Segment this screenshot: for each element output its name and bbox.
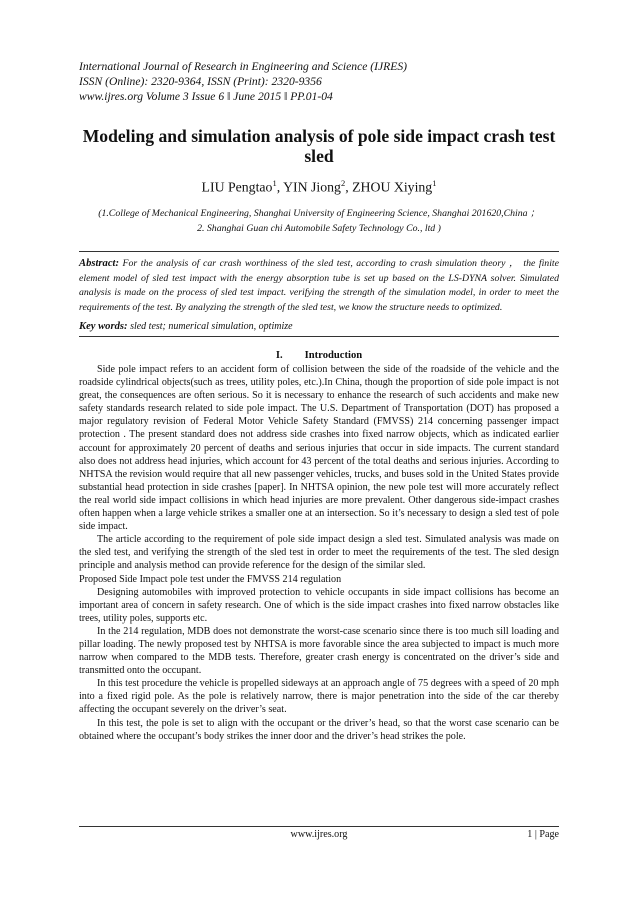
section-heading [79, 349, 559, 362]
abstract [79, 257, 559, 315]
subheading: Proposed Side Impact pole test under the FMVSS 214 regulation [79, 573, 342, 585]
keywords-text: sled test; numerical simulation, optimize [130, 321, 293, 332]
paper-title-line-2: sled [304, 146, 334, 166]
paragraph: The article according to the requirement of pole side impact design a sled test. Simulated analysis was made on the sled test, and verifying the strength of the sled test in order to meet the requirements of the test. The sled design principle and analysis method can provide reference for the design of the similar sled. [79, 534, 559, 572]
footer-rule [79, 826, 559, 827]
paper-title-line-1: Modeling and simulation analysis of pole side impact crash test [82, 126, 556, 146]
keywords-label: Key words: [79, 321, 128, 332]
affiliation-line-2: 2. Shanghai Guan chi Automobile Safety Technology Co., ltd ) [197, 223, 441, 234]
author-affiliation-mark: 2 [340, 178, 346, 188]
journal-volume: www.ijres.org Volume 3 Issue 6 ǁ June 2015 ǁ PP.01-04 [79, 90, 333, 103]
author-name: LIU Pengtao [201, 179, 273, 195]
journal-header [79, 59, 559, 104]
author-separator: , [276, 179, 284, 195]
journal-issn: ISSN (Online): 2320-9364, ISSN (Print): 2320-9356 [79, 75, 322, 88]
author-affiliation-mark: 1 [432, 178, 437, 188]
paragraph: In this test, the pole is set to align with the occupant or the driver’s head, so that the worst case scenario can be obtained where the occupant’s body strikes the inner door and the driver’s head strikes the pole. [79, 717, 559, 742]
paper-title [60, 126, 578, 166]
paragraph: Side pole impact refers to an accident form of collision between the side of the roadside of the vehicle and the roadside cylindrical objects(such as trees, utility poles, etc.).In China, though the proportion of side pole impact is not great, the consequences are often serious. So it is necessary to enhance the research of such accidents and make new safety standards research related to side pole impact. The U.S. Department of Transportation (DOT) has proposed a major regulatory revision of Federal Motor Vehicle Safety Standard (FMVSS) 214 concerning passenger impact protection . The present standard does not address side crashes into fixed narrow objects, which as indicated earlier account for approximately 20 percent of deaths and serious injuries that occur in side impacts. The current standard also does not address head injuries, which account for 43 percent of the total deaths and serious injuries. According to NHTSA the revision would require that all new passenger vehicles, trucks, and buses sold in the United States provide substantial head protection in side crashes [paper]. In NHTSA opinion, the new pole test will more accurately reflect the real world side impact collisions in which head injuries are more prevalent. Other dangerous side-impact crashes often happen when a large vehicle strikes a smaller one at an intersection. So it’s necessary to design a sled test of pole side impact. [79, 364, 559, 533]
author-name: ZHOU Xiying [352, 179, 433, 195]
abstract-bottom-rule [79, 336, 559, 337]
author-affiliation-mark: 1 [272, 178, 277, 188]
section-title: Introduction [304, 350, 363, 361]
author-separator: , [345, 179, 353, 195]
affiliations [64, 206, 574, 236]
abstract-text: For the analysis of car crash worthiness of the sled test, according to crash simulation theory ， the finite element model of sled test impact with the energy absorption tube is set up based on the LS-DYNA solver. Simulated analysis is made on the process of sled test impact. verifying the strength of the simulation model, in order to meet the requirements of the test. By analyzing the strength of the sled test, we know the structure needs to optimized. [79, 258, 559, 313]
abstract-label: Abstract: [79, 258, 120, 269]
abstract-top-rule [79, 251, 559, 252]
keywords [79, 320, 559, 334]
footer-url: www.ijres.org [290, 829, 348, 840]
author-list [60, 175, 578, 196]
page-number: 1 | Page [527, 829, 559, 840]
affiliation-line-1: (1.College of Mechanical Engineering, Shanghai University of Engineering Science, Shanghai 201620,China ； [98, 208, 540, 219]
paragraph: In this test procedure the vehicle is propelled sideways at an approach angle of 75 degrees with a speed of 20 mph into a fixed rigid pole. As the pole is relatively narrow, there is major penetration into the side of the car thereby affecting the occupant severely on the driver’s seat. [79, 678, 559, 716]
author-name: YIN Jiong [283, 179, 341, 195]
body-text [79, 363, 559, 743]
section-number: I. [275, 350, 283, 361]
paragraph: In the 214 regulation, MDB does not demonstrate the worst-case scenario since there is too much sill loading and pillar loading. The newly proposed test by NHTSA is more favorable since the area subjected to impact is much more narrow when compared to the MDB tests. Therefore, greater crash energy is concentrated on the driver’s side and transmitted onto the occupant. [79, 625, 559, 677]
paragraph: Designing automobiles with improved protection to vehicle occupants in side impact collisions has become an important area of concern in safety research. One of which is the side impact crashes into fixed narrow obstacles like trees, utility poles, supports etc. [79, 586, 559, 624]
journal-name: International Journal of Research in Engineering and Science (IJRES) [79, 60, 407, 73]
